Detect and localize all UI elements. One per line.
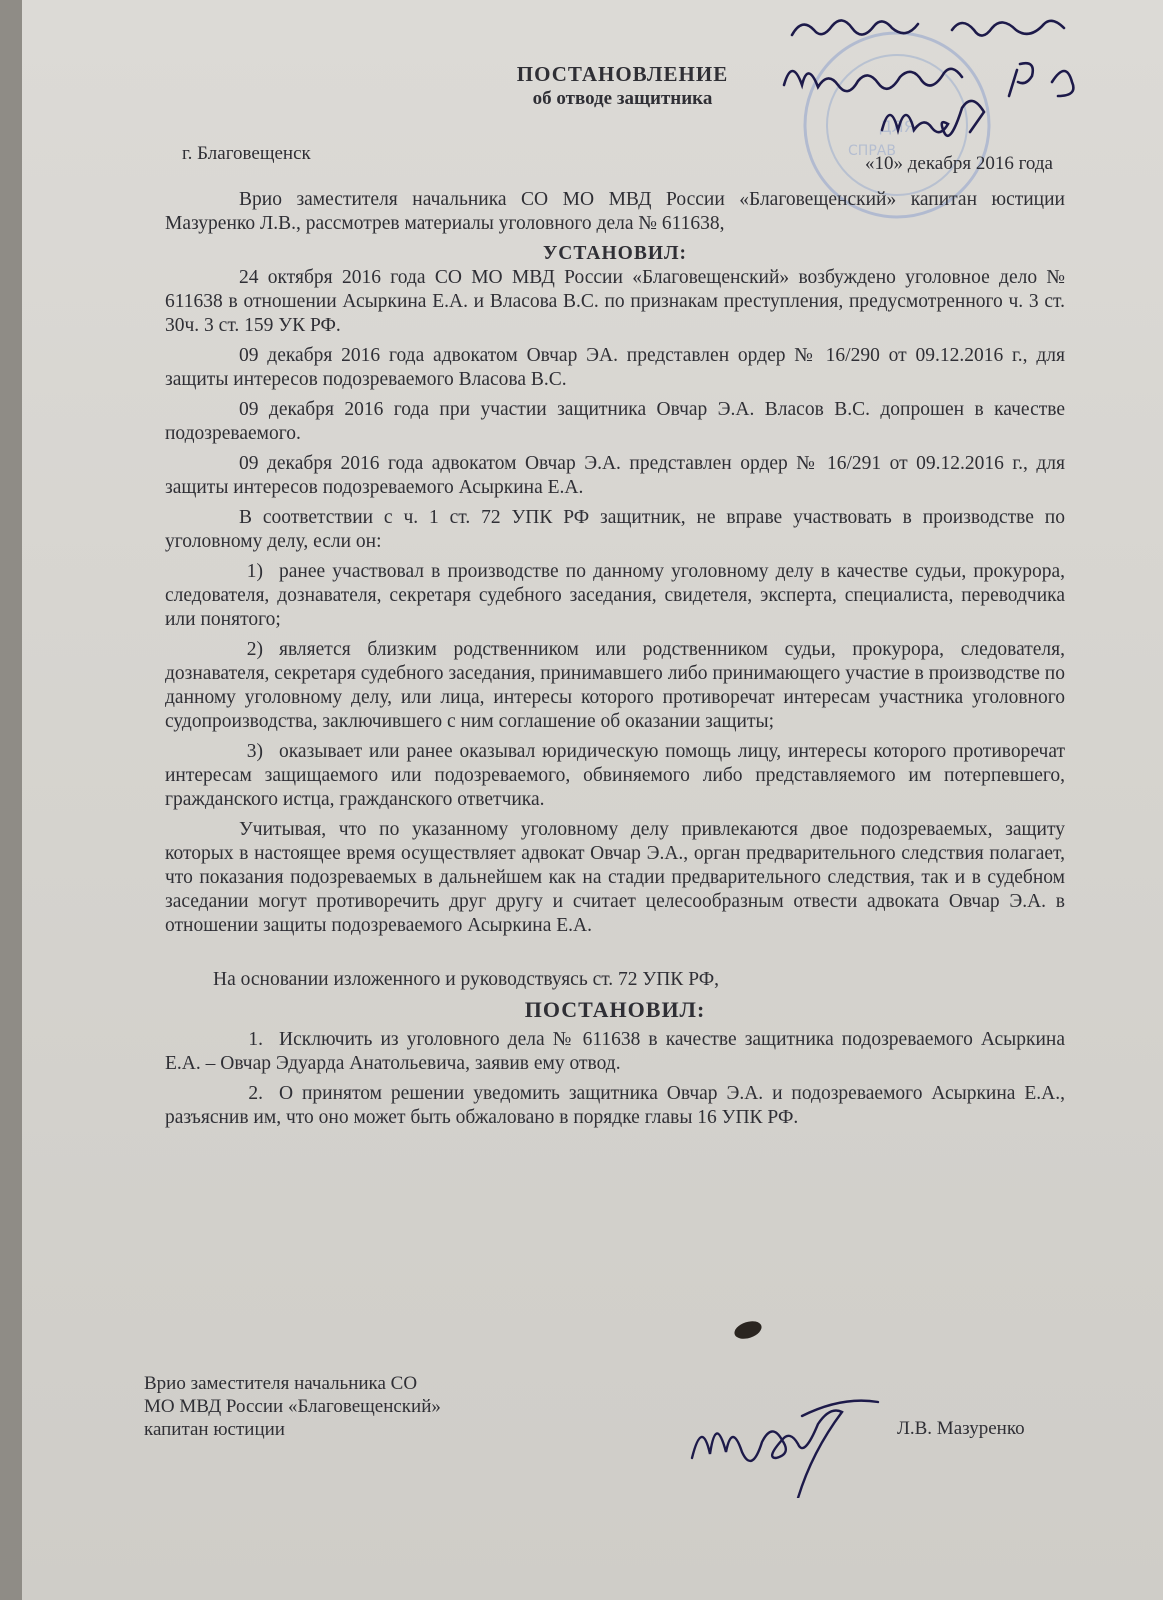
condition-item xyxy=(165,740,1065,812)
signature-position-line1: Врио заместителя начальника СО xyxy=(144,1373,418,1394)
decision-text: Исключить из уголовного дела № 611638 в качестве защитника подозреваемого Асыркина Е.А. – Овчар Эдуарда Анатольевича, заявив ему отвод. xyxy=(165,1029,1065,1074)
paragraph: В соответствии с ч. 1 ст. 72 УПК РФ защитник, не вправе участвовать в производстве по уголовному делу, если он: xyxy=(165,507,1065,552)
document-title: ПОСТАНОВЛЕНИЕ xyxy=(516,62,729,86)
document-body xyxy=(165,188,1065,1136)
svg-text:ДЛЯ: ДЛЯ xyxy=(879,117,915,136)
signature-block xyxy=(144,1372,441,1441)
condition-text: ранее участвовал в производстве по данному уголовному делу в качестве судьи, прокурора, следователя, дознавателя, секретаря судебного заседания, свидетеля, эксперта, специалиста, переводчика или понятого; xyxy=(165,561,1065,630)
condition-number: 3) xyxy=(246,741,263,762)
paragraph: 09 декабря 2016 года адвокатом Овчар Э.А. представлен ордер № 16/291 от 09.12.2016 г., для защиты интересов подозреваемого Асыркина Е.А. xyxy=(165,453,1065,498)
decision-text: О принятом решении уведомить защитника Овчар Э.А. и подозреваемого Асыркина Е.А., разъяснив им, что оно может быть обжаловано в порядке главы 16 УПК РФ. xyxy=(165,1083,1065,1128)
decided-heading: ПОСТАНОВИЛ: xyxy=(524,997,706,1022)
basis-paragraph: На основании изложенного и руководствуясь ст. 72 УПК РФ, xyxy=(213,969,719,990)
decision-number: 1. xyxy=(248,1029,263,1050)
paragraph: 24 октября 2016 года СО МО МВД России «Благовещенский» возбуждено уголовное дело № 611638 в отношении Асыркина Е.А. и Власова В.С. по признакам преступления, предусмотренного ч. 3 ст. 30ч. 3 ст. 159 УК РФ. xyxy=(165,267,1065,336)
decision-item xyxy=(165,1082,1065,1130)
ink-smudge xyxy=(732,1318,764,1342)
condition-item xyxy=(165,638,1065,734)
svg-text:СПРАВ: СПРАВ xyxy=(848,143,896,159)
considering-paragraph: Учитывая, что по указанному уголовному делу привлекаются двое подозреваемых, защиту которых в настоящее время осуществляет адвокат Овчар Э.А., орган предварительного следствия полагает, что показания подозреваемых в дальнейшем как на стадии предварительного следствия, так и в судебном заседании могут противоречить друг другу и считает целесообразным отвести адвоката Овчар Э.А. в отношении защиты подозреваемого Асыркина Е.А. xyxy=(165,819,1065,936)
paragraph: 09 декабря 2016 года при участии защитника Овчар Э.А. Власов В.С. допрошен в качестве подозреваемого. xyxy=(165,399,1065,444)
condition-number: 2) xyxy=(246,639,263,660)
document-page xyxy=(22,0,1163,1600)
paragraph: 09 декабря 2016 года адвокатом Овчар ЭА. представлен ордер № 16/290 от 09.12.2016 г., для защиты интересов подозреваемого Власова В.С. xyxy=(165,345,1065,390)
established-heading: УСТАНОВИЛ: xyxy=(542,243,688,264)
document-date: «10» декабря 2016 года xyxy=(864,153,1053,174)
signature-position-line2: МО МВД России «Благовещенский» xyxy=(144,1396,441,1417)
signature-position-line3: капитан юстиции xyxy=(144,1419,285,1440)
condition-item xyxy=(165,560,1065,632)
document-city: г. Благовещенск xyxy=(182,143,311,164)
decision-number: 2. xyxy=(248,1083,263,1104)
handwritten-signature xyxy=(682,1388,912,1498)
condition-text: оказывает или ранее оказывал юридическую помощь лицу, интересы которого противоречат интересам защищаемого или подозреваемого, обвиняемого либо представляемого им потерпевшего, гражданского истца, гражданского ответчика. xyxy=(165,741,1065,810)
signature-name: Л.В. Мазуренко xyxy=(897,1418,1025,1439)
intro-paragraph: Врио заместителя начальника СО МО МВД России «Благовещенский» капитан юстиции Мазуренко Л.В., рассмотрев материалы уголовного дела № 611638, xyxy=(165,189,1065,234)
decision-item xyxy=(165,1028,1065,1076)
condition-number: 1) xyxy=(246,561,263,582)
document-subtitle: об отводе защитника xyxy=(532,88,713,109)
condition-text: является близким родственником или родственником судьи, прокурора, следователя, дознавателя, секретаря судебного заседания, принимавшего либо принимающего участие в производстве по данному уголовному делу, или лица, интересы которого противоречат интересам участника уголовного судопроизводства, заключившего с ним соглашение об оказании защиты; xyxy=(165,639,1065,732)
